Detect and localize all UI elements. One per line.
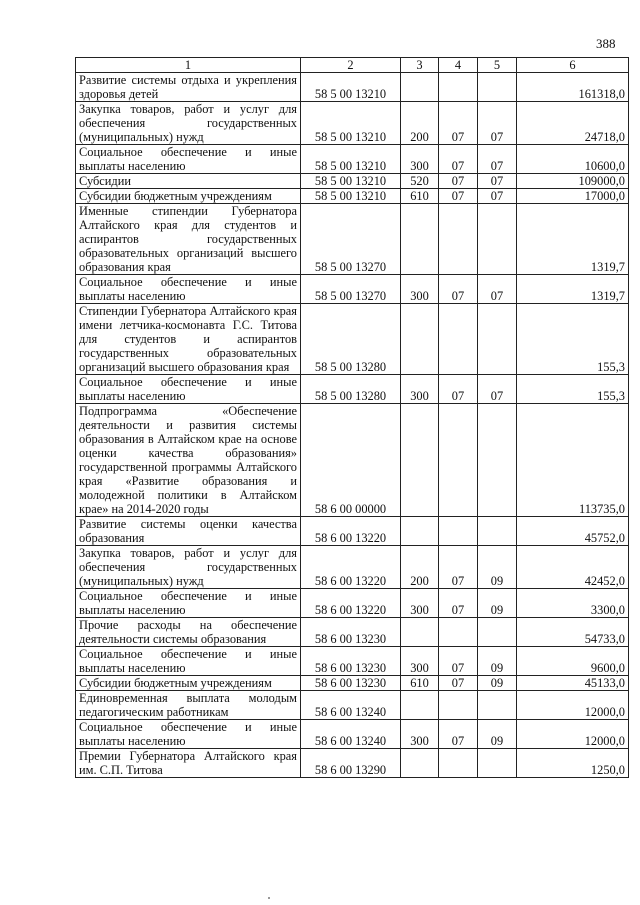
table-row bbox=[76, 647, 629, 676]
table-row bbox=[76, 589, 629, 618]
row-name: Социальное обеспечение и иные выплаты населению bbox=[76, 647, 301, 676]
table-row bbox=[76, 204, 629, 275]
table-row bbox=[76, 546, 629, 589]
row-name: Социальное обеспечение и иные выплаты населению bbox=[76, 720, 301, 749]
row-subsection: 07 bbox=[478, 189, 517, 204]
row-amount: 155,3 bbox=[517, 375, 629, 404]
header-col-1: 1 bbox=[76, 58, 301, 73]
row-amount: 12000,0 bbox=[517, 691, 629, 720]
row-expense-type bbox=[401, 304, 439, 375]
row-expense-type: 610 bbox=[401, 189, 439, 204]
row-expense-type bbox=[401, 691, 439, 720]
row-target-code: 58 5 00 13270 bbox=[301, 275, 401, 304]
table-row bbox=[76, 749, 629, 778]
row-amount: 155,3 bbox=[517, 304, 629, 375]
header-col-2: 2 bbox=[301, 58, 401, 73]
row-subsection bbox=[478, 404, 517, 517]
row-amount: 113735,0 bbox=[517, 404, 629, 517]
row-name: Субсидии бюджетным учреждениям bbox=[76, 189, 301, 204]
row-amount: 1250,0 bbox=[517, 749, 629, 778]
row-section bbox=[439, 749, 478, 778]
row-target-code: 58 6 00 13230 bbox=[301, 647, 401, 676]
row-name: Социальное обеспечение и иные выплаты населению bbox=[76, 375, 301, 404]
row-target-code: 58 5 00 13280 bbox=[301, 304, 401, 375]
row-subsection bbox=[478, 749, 517, 778]
row-amount: 42452,0 bbox=[517, 546, 629, 589]
row-name: Развитие системы отдыха и укрепления здоровья детей bbox=[76, 73, 301, 102]
row-section bbox=[439, 73, 478, 102]
row-amount: 12000,0 bbox=[517, 720, 629, 749]
row-amount: 161318,0 bbox=[517, 73, 629, 102]
row-name: Развитие системы оценки качества образования bbox=[76, 517, 301, 546]
row-target-code: 58 6 00 13220 bbox=[301, 546, 401, 589]
row-expense-type: 300 bbox=[401, 375, 439, 404]
row-expense-type bbox=[401, 618, 439, 647]
row-subsection: 09 bbox=[478, 647, 517, 676]
row-target-code: 58 6 00 13230 bbox=[301, 618, 401, 647]
row-expense-type: 300 bbox=[401, 647, 439, 676]
row-target-code: 58 6 00 13220 bbox=[301, 517, 401, 546]
row-subsection: 07 bbox=[478, 102, 517, 145]
budget-table bbox=[75, 57, 629, 778]
row-name: Социальное обеспечение и иные выплаты населению bbox=[76, 275, 301, 304]
row-section: 07 bbox=[439, 102, 478, 145]
row-subsection bbox=[478, 517, 517, 546]
row-subsection bbox=[478, 204, 517, 275]
row-target-code: 58 5 00 13210 bbox=[301, 145, 401, 174]
table-row bbox=[76, 720, 629, 749]
row-name: Социальное обеспечение и иные выплаты населению bbox=[76, 145, 301, 174]
row-subsection bbox=[478, 304, 517, 375]
row-subsection: 07 bbox=[478, 375, 517, 404]
row-expense-type: 610 bbox=[401, 676, 439, 691]
row-target-code: 58 6 00 13290 bbox=[301, 749, 401, 778]
row-name: Стипендии Губернатора Алтайского края имени летчика-космонавта Г.С. Титова для студентов и аспирантов государственных образовательных организаций высшего образования края bbox=[76, 304, 301, 375]
row-name: Именные стипендии Губернатора Алтайского края для студентов и аспирантов государственных образовательных организаций высшего образования края bbox=[76, 204, 301, 275]
row-expense-type: 520 bbox=[401, 174, 439, 189]
row-expense-type bbox=[401, 404, 439, 517]
row-section: 07 bbox=[439, 720, 478, 749]
header-col-6: 6 bbox=[517, 58, 629, 73]
scan-speck bbox=[268, 897, 270, 899]
row-expense-type: 300 bbox=[401, 720, 439, 749]
row-amount: 3300,0 bbox=[517, 589, 629, 618]
row-name: Закупка товаров, работ и услуг для обеспечения государственных (муниципальных) нужд bbox=[76, 546, 301, 589]
table-row bbox=[76, 618, 629, 647]
row-section: 07 bbox=[439, 375, 478, 404]
row-section bbox=[439, 304, 478, 375]
row-name: Подпрограмма «Обеспечение деятельности и развития системы образования в Алтайском крае на основе оценки качества образования» государственной программы Алтайского края «Развитие образования и молодежной политики в Алтайском крае» на 2014-2020 годы bbox=[76, 404, 301, 517]
row-target-code: 58 6 00 13220 bbox=[301, 589, 401, 618]
table-row bbox=[76, 174, 629, 189]
row-section: 07 bbox=[439, 546, 478, 589]
row-section bbox=[439, 204, 478, 275]
row-expense-type bbox=[401, 73, 439, 102]
row-expense-type bbox=[401, 204, 439, 275]
row-amount: 17000,0 bbox=[517, 189, 629, 204]
row-section: 07 bbox=[439, 647, 478, 676]
row-amount: 45133,0 bbox=[517, 676, 629, 691]
row-amount: 1319,7 bbox=[517, 275, 629, 304]
row-expense-type: 300 bbox=[401, 275, 439, 304]
row-target-code: 58 5 00 13210 bbox=[301, 174, 401, 189]
header-col-5: 5 bbox=[478, 58, 517, 73]
row-expense-type bbox=[401, 517, 439, 546]
row-name: Премии Губернатора Алтайского края им. С.П. Титова bbox=[76, 749, 301, 778]
table-row bbox=[76, 404, 629, 517]
row-section bbox=[439, 691, 478, 720]
row-target-code: 58 6 00 13240 bbox=[301, 691, 401, 720]
row-section bbox=[439, 404, 478, 517]
row-target-code: 58 6 00 13240 bbox=[301, 720, 401, 749]
table-row bbox=[76, 102, 629, 145]
row-section bbox=[439, 517, 478, 546]
page-number: 388 bbox=[596, 36, 616, 51]
row-name: Социальное обеспечение и иные выплаты населению bbox=[76, 589, 301, 618]
row-target-code: 58 6 00 00000 bbox=[301, 404, 401, 517]
row-subsection bbox=[478, 618, 517, 647]
table-row bbox=[76, 676, 629, 691]
row-section bbox=[439, 618, 478, 647]
row-name: Субсидии bbox=[76, 174, 301, 189]
table-row bbox=[76, 145, 629, 174]
row-target-code: 58 5 00 13210 bbox=[301, 73, 401, 102]
header-row bbox=[76, 58, 629, 73]
row-name: Единовременная выплата молодым педагогическим работникам bbox=[76, 691, 301, 720]
row-target-code: 58 5 00 13210 bbox=[301, 102, 401, 145]
row-amount: 9600,0 bbox=[517, 647, 629, 676]
row-name: Закупка товаров, работ и услуг для обеспечения государственных (муниципальных) нужд bbox=[76, 102, 301, 145]
row-amount: 10600,0 bbox=[517, 145, 629, 174]
row-amount: 1319,7 bbox=[517, 204, 629, 275]
row-subsection: 09 bbox=[478, 676, 517, 691]
row-subsection bbox=[478, 691, 517, 720]
table-row bbox=[76, 517, 629, 546]
row-subsection: 07 bbox=[478, 174, 517, 189]
row-name: Субсидии бюджетным учреждениям bbox=[76, 676, 301, 691]
table-row bbox=[76, 304, 629, 375]
row-expense-type: 200 bbox=[401, 546, 439, 589]
row-subsection: 07 bbox=[478, 275, 517, 304]
row-subsection: 07 bbox=[478, 145, 517, 174]
row-expense-type: 300 bbox=[401, 145, 439, 174]
row-amount: 54733,0 bbox=[517, 618, 629, 647]
row-target-code: 58 5 00 13270 bbox=[301, 204, 401, 275]
row-expense-type: 200 bbox=[401, 102, 439, 145]
row-expense-type: 300 bbox=[401, 589, 439, 618]
row-section: 07 bbox=[439, 676, 478, 691]
table-row bbox=[76, 189, 629, 204]
row-target-code: 58 5 00 13280 bbox=[301, 375, 401, 404]
row-amount: 109000,0 bbox=[517, 174, 629, 189]
row-section: 07 bbox=[439, 189, 478, 204]
table-row bbox=[76, 275, 629, 304]
table-row bbox=[76, 691, 629, 720]
row-section: 07 bbox=[439, 275, 478, 304]
row-subsection: 09 bbox=[478, 720, 517, 749]
table-row bbox=[76, 73, 629, 102]
row-target-code: 58 5 00 13210 bbox=[301, 189, 401, 204]
row-amount: 45752,0 bbox=[517, 517, 629, 546]
row-section: 07 bbox=[439, 145, 478, 174]
row-amount: 24718,0 bbox=[517, 102, 629, 145]
header-col-3: 3 bbox=[401, 58, 439, 73]
row-subsection: 09 bbox=[478, 546, 517, 589]
row-name: Прочие расходы на обеспечение деятельности системы образования bbox=[76, 618, 301, 647]
row-section: 07 bbox=[439, 589, 478, 618]
row-section: 07 bbox=[439, 174, 478, 189]
table-row bbox=[76, 375, 629, 404]
row-subsection: 09 bbox=[478, 589, 517, 618]
row-subsection bbox=[478, 73, 517, 102]
row-expense-type bbox=[401, 749, 439, 778]
header-col-4: 4 bbox=[439, 58, 478, 73]
row-target-code: 58 6 00 13230 bbox=[301, 676, 401, 691]
